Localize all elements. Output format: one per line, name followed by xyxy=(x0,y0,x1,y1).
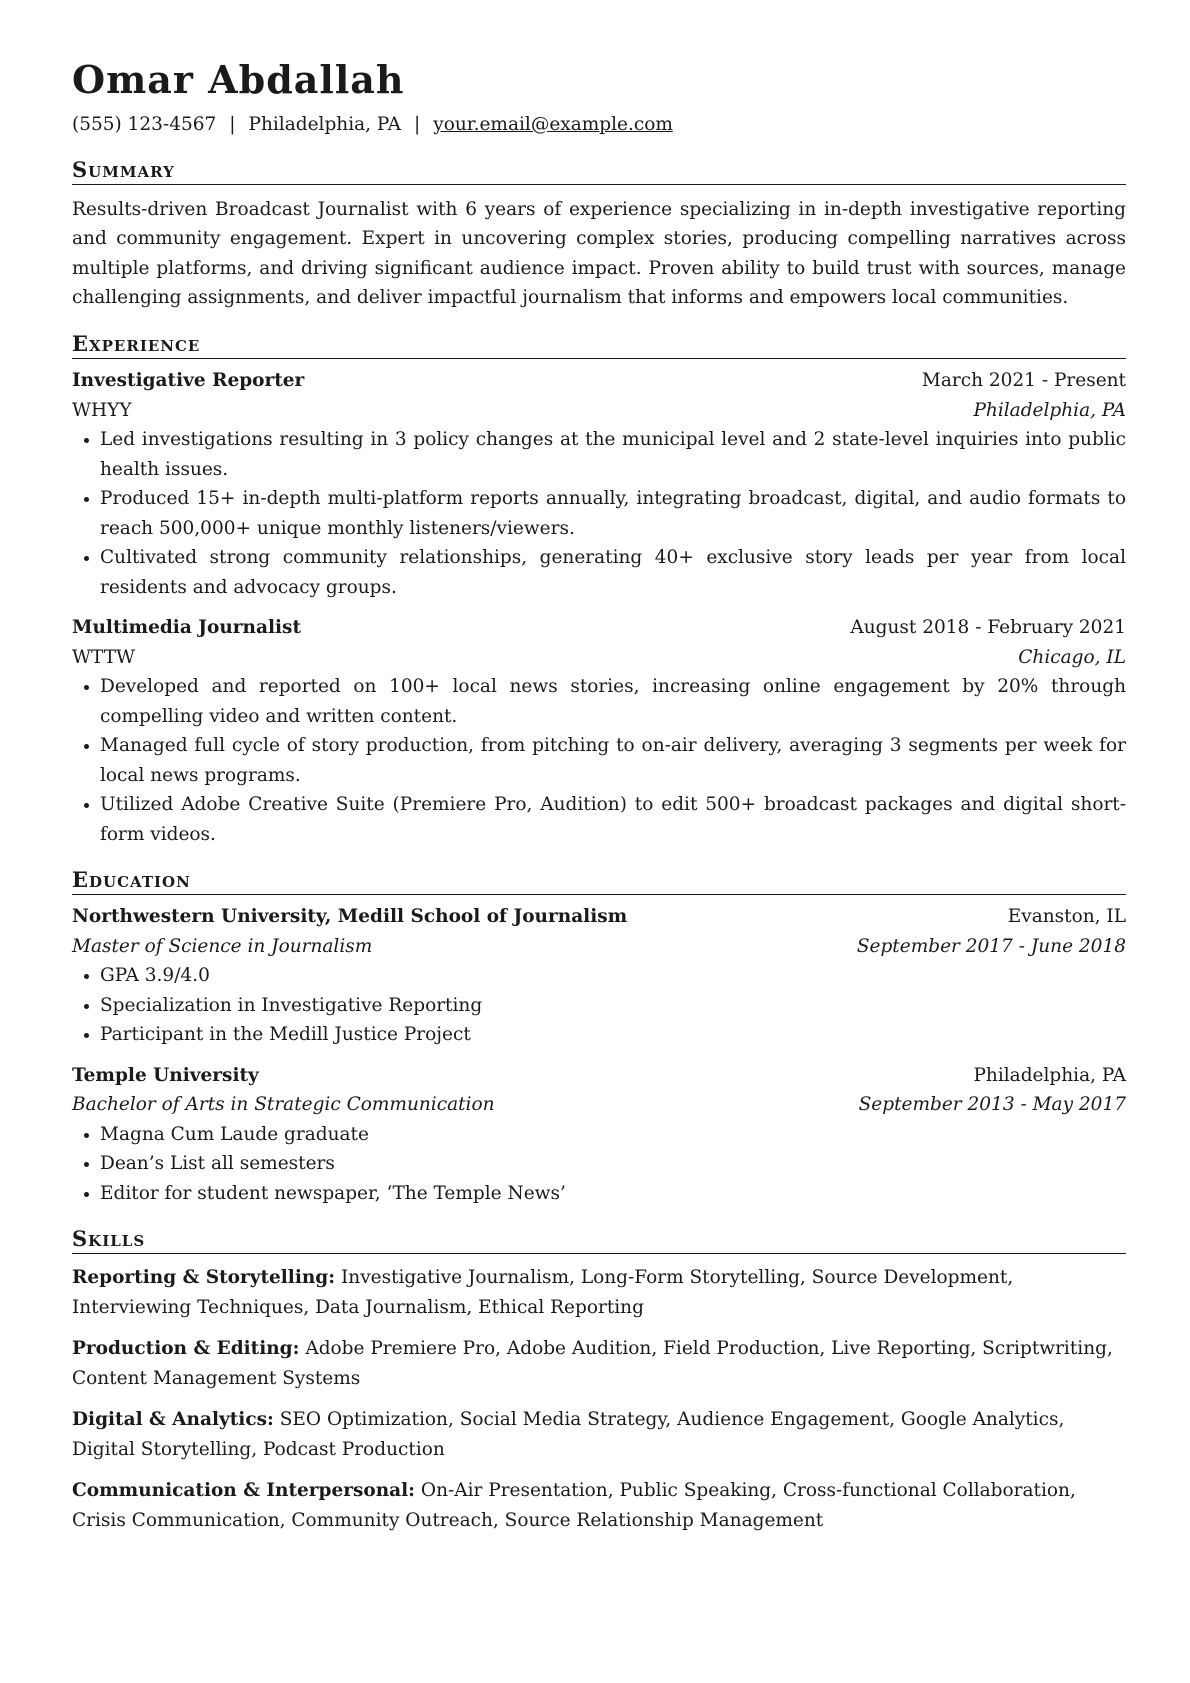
phone-number: (555) 123-4567 xyxy=(72,113,217,135)
list-item: • Specialization in Investigative Reporting xyxy=(100,991,1126,1021)
list-item: • Produced 15+ in-depth multi-platform reports annually, integrating broadcast, digital, and audio formats to reach 500,000+ unique monthly listeners/viewers. xyxy=(100,484,1126,543)
skills-section xyxy=(72,1227,1126,1535)
degree: Bachelor of Arts in Strategic Communication xyxy=(72,1094,495,1116)
skill-group-items: SEO Optimization, Social Media Strategy, Audience Engagement, Google Analytics, Digital Storytelling, Podcast Production xyxy=(72,1409,1065,1460)
skill-group-label: Digital & Analytics: xyxy=(72,1409,274,1431)
skill-group xyxy=(72,1263,1126,1322)
school-bullets xyxy=(72,1120,1126,1209)
list-item: • Developed and reported on 100+ local news stories, increasing online engagement by 20% through compelling video and written content. xyxy=(100,672,1126,731)
school-dates: September 2017 - June 2018 xyxy=(856,935,1126,957)
school-dates: September 2013 - May 2017 xyxy=(858,1094,1126,1116)
list-item: • Participant in the Medill Justice Project xyxy=(100,1020,1126,1050)
job-title: Investigative Reporter xyxy=(72,370,305,392)
job-bullets xyxy=(72,672,1126,849)
skills-list xyxy=(72,1263,1126,1535)
skill-group-label: Communication & Interpersonal: xyxy=(72,1480,416,1502)
school-location: Philadelphia, PA xyxy=(973,1064,1126,1086)
separator: | xyxy=(229,113,236,135)
skill-group-items: Adobe Premiere Pro, Adobe Audition, Field Production, Live Reporting, Scriptwriting, Content Management Systems xyxy=(72,1338,1113,1389)
summary-section xyxy=(72,158,1126,313)
list-item: • GPA 3.9/4.0 xyxy=(100,961,1126,991)
email-link[interactable]: your.email@example.com xyxy=(433,113,673,135)
skill-group-label: Production & Editing: xyxy=(72,1338,300,1360)
experience-section xyxy=(72,332,1126,849)
school-name: Northwestern University, Medill School of Journalism xyxy=(72,906,628,928)
section-title-education: Education xyxy=(72,868,1126,895)
section-title-skills: Skills xyxy=(72,1227,1126,1254)
list-item: • Cultivated strong community relationships, generating 40+ exclusive story leads per year from local residents and advocacy groups. xyxy=(100,543,1126,602)
job-dates: March 2021 - Present xyxy=(921,370,1126,392)
section-title-experience: Experience xyxy=(72,332,1126,359)
list-item: • Dean’s List all semesters xyxy=(100,1149,1126,1179)
contact-line xyxy=(72,114,1126,136)
education-section xyxy=(72,868,1126,1208)
skill-group xyxy=(72,1476,1126,1535)
job-title: Multimedia Journalist xyxy=(72,617,302,639)
summary-text: Results-driven Broadcast Journalist with 6 years of experience specializing in in-depth investigative reporting and community engagement. Expert in uncovering complex stories, producing compelling narratives across multiple platforms, and driving significant audience impact. Proven ability to build trust with sources, manage challenging assignments, and deliver impactful journalism that informs and empowers local communities. xyxy=(72,198,1126,309)
section-title-summary: Summary xyxy=(72,158,1126,185)
list-item: • Utilized Adobe Creative Suite (Premiere Pro, Audition) to edit 500+ broadcast packages and digital short-form videos. xyxy=(100,790,1126,849)
list-item: • Led investigations resulting in 3 policy changes at the municipal level and 2 state-level inquiries into public health issues. xyxy=(100,425,1126,484)
job-location: Philadelphia, PA xyxy=(973,399,1126,421)
job-location: Chicago, IL xyxy=(1018,646,1126,668)
job-entry xyxy=(72,366,1126,602)
employer: WHYY xyxy=(72,399,132,421)
resume-page xyxy=(72,58,1126,1535)
location: Philadelphia, PA xyxy=(248,113,402,135)
skill-group-items: Investigative Journalism, Long-Form Storytelling, Source Development, Interviewing Techniques, Data Journalism, Ethical Reporting xyxy=(72,1267,1014,1318)
school-bullets xyxy=(72,961,1126,1050)
candidate-name: Omar Abdallah xyxy=(72,57,405,102)
school-entry xyxy=(72,902,1126,1050)
job-entry xyxy=(72,613,1126,849)
list-item: • Managed full cycle of story production, from pitching to on-air delivery, averaging 3 segments per week for local news programs. xyxy=(100,731,1126,790)
degree: Master of Science in Journalism xyxy=(72,935,373,957)
skill-group-items: On-Air Presentation, Public Speaking, Cross-functional Collaboration, Crisis Communication, Community Outreach, Source Relationship Management xyxy=(72,1480,1076,1531)
school-entry xyxy=(72,1061,1126,1209)
job-bullets xyxy=(72,425,1126,602)
skill-group xyxy=(72,1334,1126,1393)
school-location: Evanston, IL xyxy=(1007,906,1126,928)
employer: WTTW xyxy=(72,646,136,668)
list-item: • Magna Cum Laude graduate xyxy=(100,1120,1126,1150)
separator: | xyxy=(414,113,421,135)
job-dates: August 2018 - February 2021 xyxy=(850,617,1126,639)
school-name: Temple University xyxy=(72,1064,259,1086)
list-item: • Editor for student newspaper, ‘The Temple News’ xyxy=(100,1179,1126,1209)
skill-group xyxy=(72,1405,1126,1464)
skill-group-label: Reporting & Storytelling: xyxy=(72,1267,336,1289)
